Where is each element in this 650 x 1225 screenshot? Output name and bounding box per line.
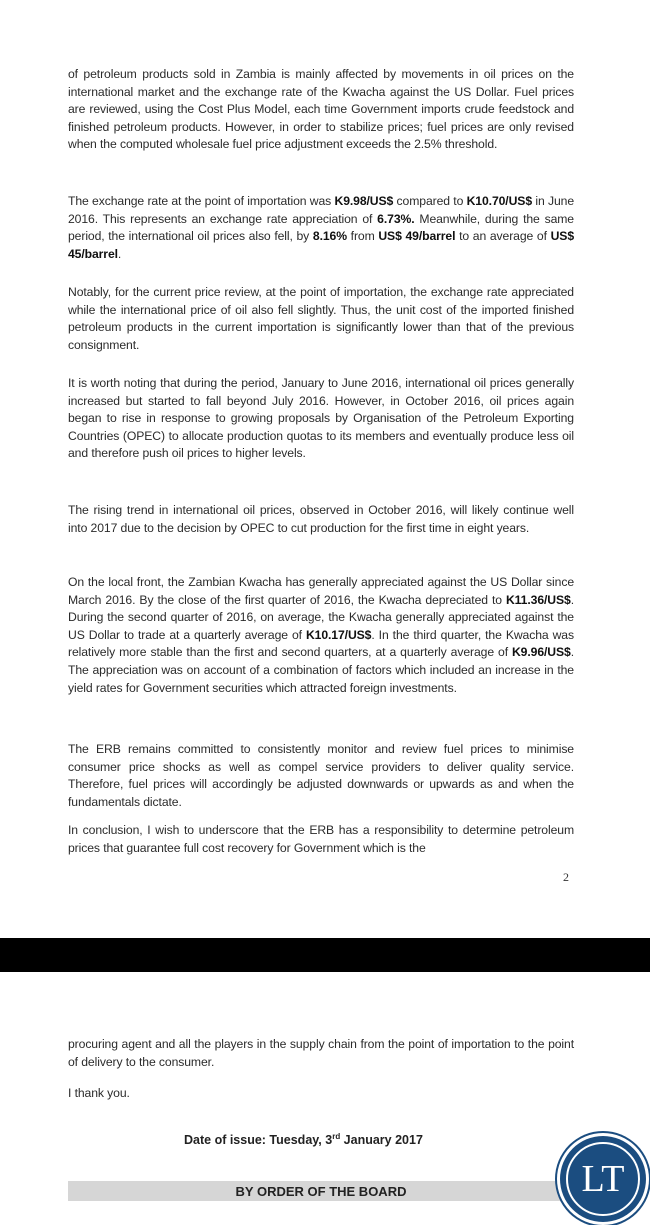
paragraph-conclusion: In conclusion, I wish to underscore that the ERB has a responsibility to determine petroleum prices that guarantee full cost recovery for Government which is the [68, 823, 574, 855]
paragraph-kwacha: On the local front, the Zambian Kwacha has generally appreciated against the US Dollar since March 2016. By the close of the first quarter of 2016, the Kwacha depreciated to K11.36/US$. During the second quarter of 2016, on average, the Kwacha generally appreciated against the US Dollar to trade at a quarterly average of K10.17/US$. In the third quarter, the Kwacha was relatively more stable than the first and second quarters, at a quarterly average of K9.96/US$. The appreciation was on account of a combination of factors which included an increase in the yield rates for Government securities which attracted foreign investments. [68, 575, 574, 695]
order-of-board-label: BY ORDER OF THE BOARD [235, 1184, 407, 1199]
paragraph-oil-prices: It is worth noting that during the period, January to June 2016, international oil prices generally increased but started to fall beyond July 2016. However, in October 2016, oil prices again began to rise in response to growing proposals by Organisation of the Petroleum Exporting Countries (OPEC) to allocate production quotas to its members and eventually produce less oil and therefore push oil prices to higher levels. [68, 376, 574, 461]
paragraph-opec-trend: The rising trend in international oil prices, observed in October 2016, will likely continue well into 2017 due to the decision by OPEC to cut production for the first time in eight years. [68, 503, 574, 535]
page-separator [0, 938, 650, 972]
paragraph-thanks: I thank you. [68, 1086, 130, 1100]
order-of-board-bar [68, 1181, 574, 1201]
lt-logo [560, 1136, 646, 1222]
issue-date: Date of issue: Tuesday, 3rd January 2017 [184, 1132, 423, 1148]
paragraph-procuring-agent: procuring agent and all the players in the supply chain from the point of importation to the point of delivery to the consumer. [68, 1037, 574, 1069]
paragraph-fuel-pricing: of petroleum products sold in Zambia is mainly affected by movements in oil prices on the international market and the exchange rate of the Kwacha against the US Dollar. Fuel prices are reviewed, using the Cost Plus Model, each time Government imports crude feedstock and finished petroleum products. However, in order to stabilize prices; fuel prices are only revised when the computed wholesale fuel price adjustment exceeds the 2.5% threshold. [68, 67, 574, 152]
lt-logo-text: LT [566, 1142, 640, 1216]
paragraph-exchange-rate: The exchange rate at the point of importation was K9.98/US$ compared to K10.70/US$ in June 2016. This represents an exchange rate appreciation of 6.73%. Meanwhile, during the same period, the international oil prices also fell, by 8.16% from US$ 49/barrel to an average of US$ 45/barrel. [68, 194, 575, 261]
paragraph-erb-commitment: The ERB remains committed to consistently monitor and review fuel prices to minimise consumer price shocks as well as compel service providers to deliver quality service. Therefore, fuel prices will accordingly be adjusted downwards or upwards as and when the fundamentals dictate. [68, 742, 574, 809]
paragraph-price-review: Notably, for the current price review, at the point of importation, the exchange rate appreciated while the international price of oil also fell slightly. Thus, the unit cost of the imported finished petroleum products in the current importation is significantly lower than that of the previous consignment. [68, 285, 574, 352]
page-number: 2 [563, 870, 569, 884]
